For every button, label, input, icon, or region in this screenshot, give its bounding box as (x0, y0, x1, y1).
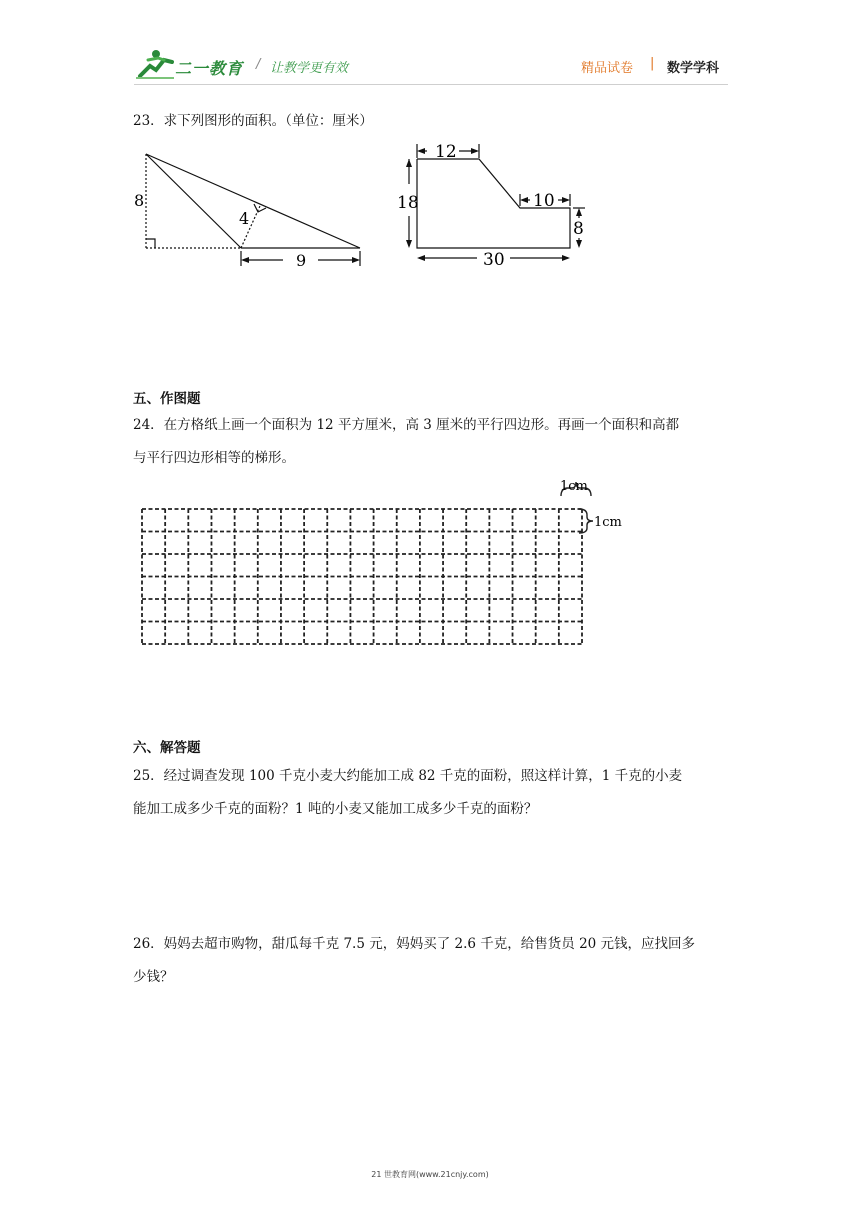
polygon-right-label: 8 (573, 219, 584, 239)
polygon-bottom-label: 30 (483, 250, 505, 270)
header-tag: 精品试卷 (581, 61, 634, 76)
question-25-line2: 能加工成多少千克的面粉？1 吨的小麦又能加工成多少千克的面粉？ (133, 801, 538, 817)
q23-triangle-figure (128, 148, 368, 273)
header-divider: | (650, 56, 655, 71)
question-26-line2: 少钱？ (133, 969, 174, 985)
polygon-step-label: 10 (533, 191, 555, 211)
triangle-base-label: 9 (296, 251, 307, 270)
section-6-title: 六、解答题 (133, 740, 201, 756)
question-25-line1: 25．经过调查发现 100 千克小麦大约能加工成 82 千克的面粉，照这样计算，1 千克的小麦 (133, 768, 683, 784)
header-separator: / (256, 57, 261, 72)
question-24-line1: 24．在方格纸上画一个面积为 12 平方厘米，高 3 厘米的平行四边形。再画一个面积和高都 (133, 417, 680, 433)
page-footer: 21 世教育网(www.21cnjy.com) (371, 1170, 489, 1179)
grid-unit-right-label: 1cm (594, 515, 622, 530)
page-header (0, 0, 860, 100)
question-26-line1: 26．妈妈去超市购物，甜瓜每千克 7.5 元，妈妈买了 2.6 千克，给售货员 20 元钱，应找回多 (133, 936, 696, 952)
runner-logo-icon (134, 48, 176, 80)
polygon-left-label: 18 (397, 193, 419, 213)
grid-unit-top-label: 1cm (560, 479, 588, 494)
section-5-title: 五、作图题 (133, 391, 201, 407)
slogan: 让教学更有效 (270, 61, 349, 76)
polygon-top-label: 12 (435, 142, 457, 162)
question-23-text: 23．求下列图形的面积。（单位：厘米） (133, 113, 373, 129)
question-24-line2: 与平行四边形相等的梯形。 (133, 450, 295, 466)
logo-text: 二一教育 (175, 59, 244, 78)
header-divider-line (134, 84, 728, 85)
header-subject: 数学学科 (667, 61, 720, 76)
q24-square-grid (130, 478, 630, 650)
triangle-altitude-label: 4 (239, 209, 250, 228)
q23-polygon-figure (395, 138, 595, 273)
triangle-height-label: 8 (134, 191, 145, 210)
